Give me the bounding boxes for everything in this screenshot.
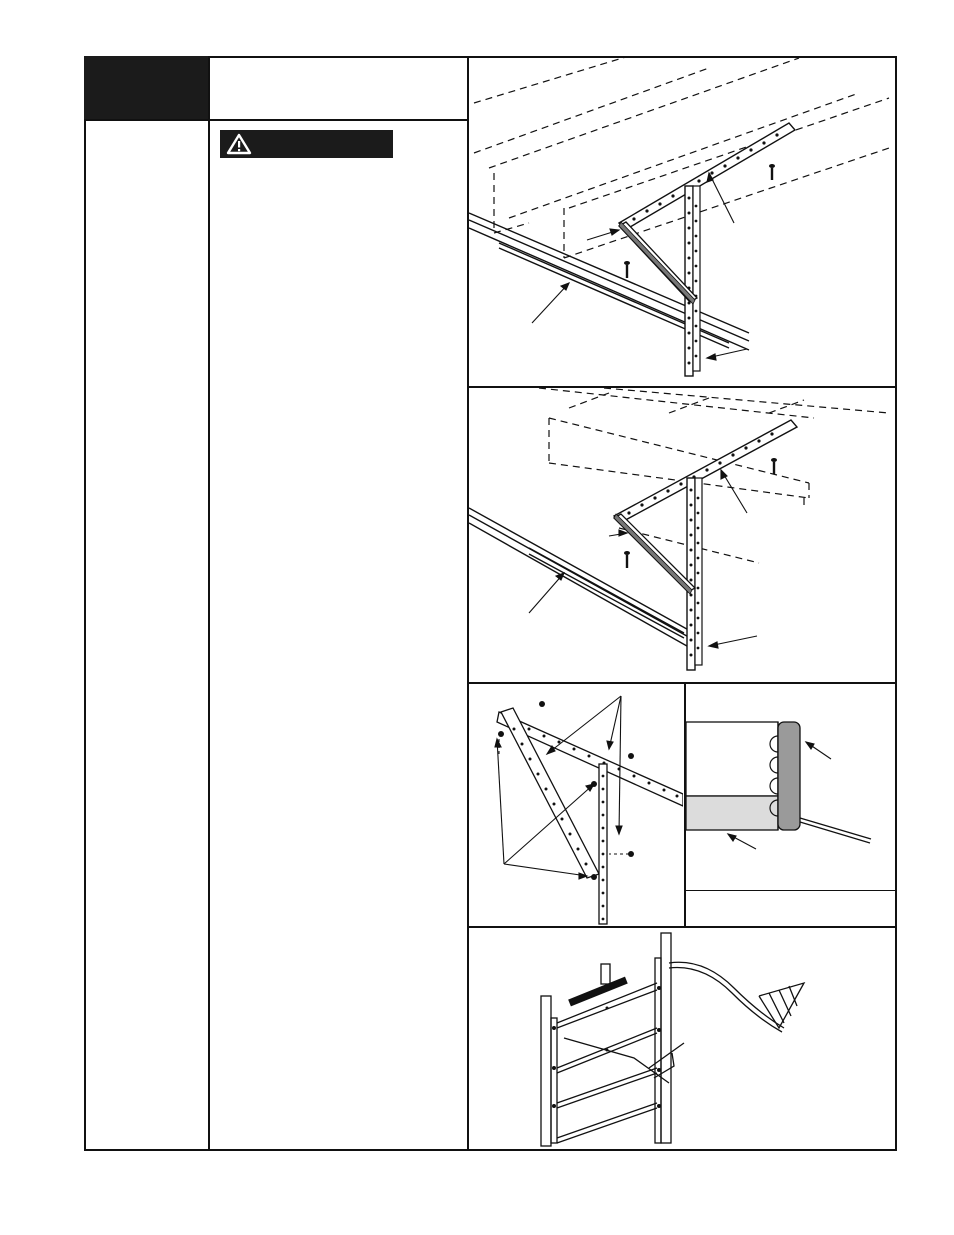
figure-5-door-with-opener-overview xyxy=(469,928,895,1149)
header-divider xyxy=(84,119,468,121)
warning-triangle-icon xyxy=(226,133,252,155)
bracket-vertical-3 xyxy=(599,764,607,924)
bracket-vertical xyxy=(685,186,700,376)
lag-screw-icon-3 xyxy=(624,551,630,568)
lag-screw-icon xyxy=(624,261,630,278)
figure-3-bracket-assembly xyxy=(469,684,683,925)
lag-screw-icon-2 xyxy=(769,164,775,180)
figure-1-bracket-on-joists xyxy=(469,58,895,386)
bracket-vertical-2 xyxy=(687,478,702,670)
inset-caption-line xyxy=(684,890,897,891)
bracket-horizontal xyxy=(619,123,795,230)
column-divider-left xyxy=(208,56,210,1151)
figure-2-bracket-alternate xyxy=(469,388,895,681)
warning-banner xyxy=(220,130,393,158)
figure-4-bolt-detail-inset xyxy=(686,684,895,890)
bracket-horizontal-2 xyxy=(614,420,797,523)
lag-screw-icon-4 xyxy=(771,458,777,474)
step-tab xyxy=(84,56,209,120)
